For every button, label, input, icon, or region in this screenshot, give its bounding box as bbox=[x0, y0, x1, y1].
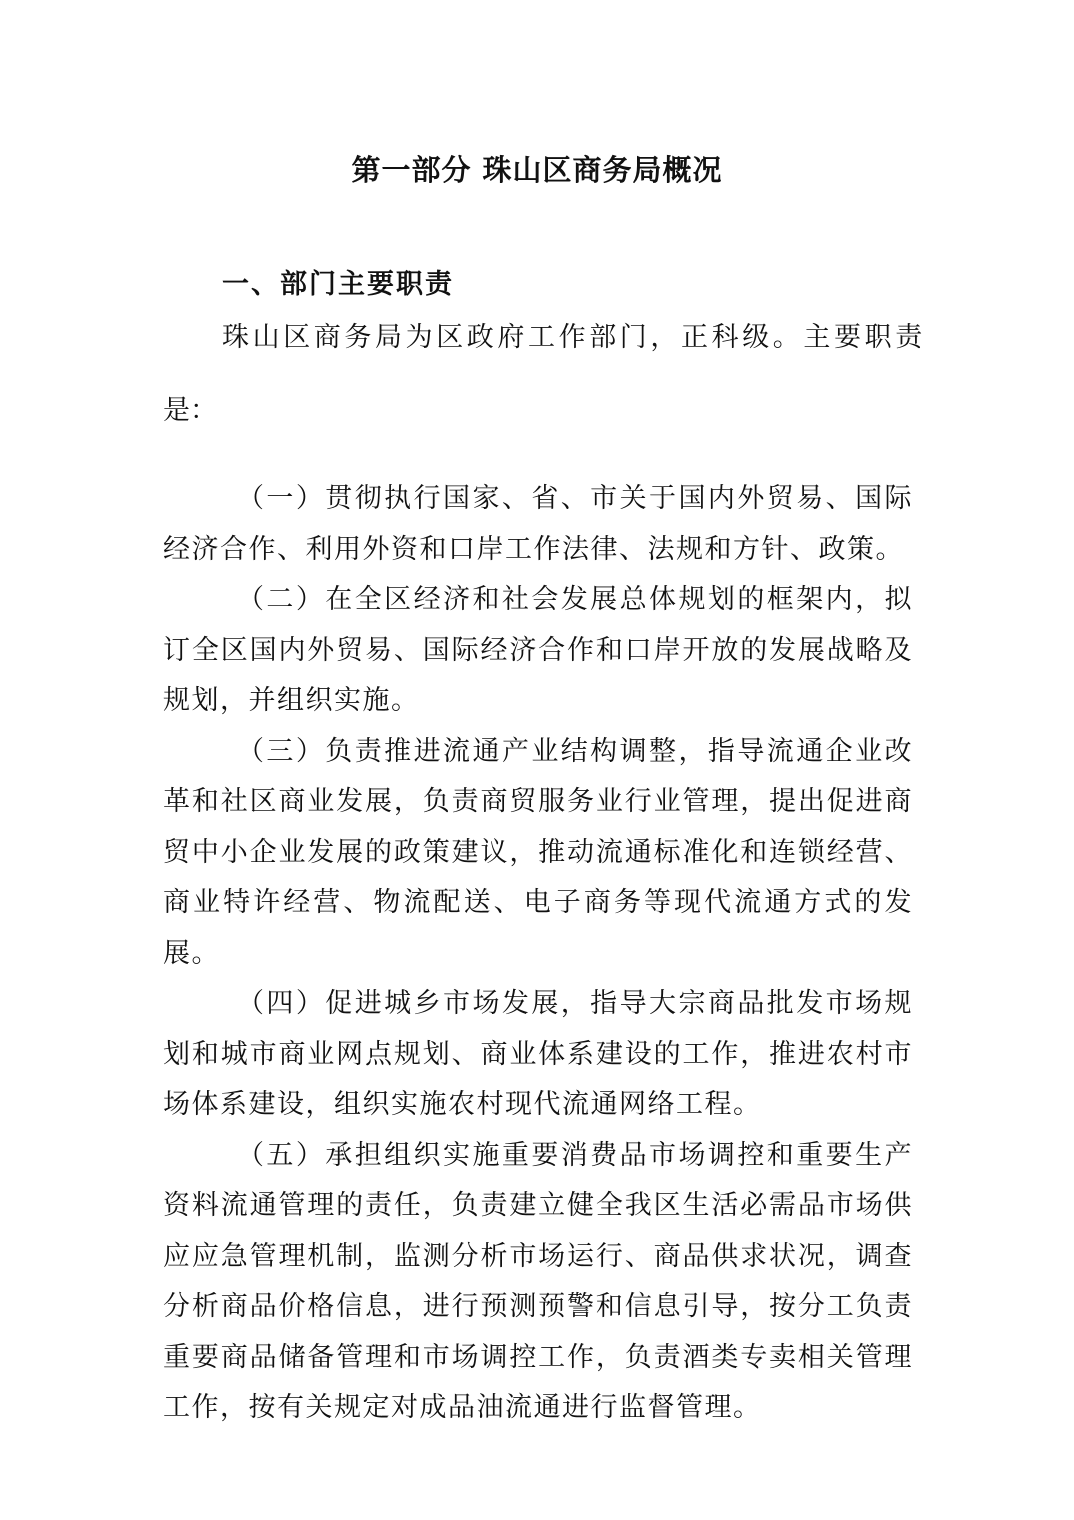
duty-paragraph-4: （四）促进城乡市场发展，指导大宗商品批发市场规划和城市商业网点规划、商业体系建设的工作，推进农村市场体系建设，组织实施农村现代流通网络工程。 bbox=[163, 988, 913, 1120]
duty-paragraph-3: （三）负责推进流通产业结构调整，指导流通企业改革和社区商业发展，负责商贸服务业行业管理，提出促进商贸中小企业发展的政策建议，推动流通标准化和连锁经营、商业特许经营、物流配送、电子商务等现代流通方式的发展。 bbox=[163, 735, 913, 969]
duty-paragraph-5: （五）承担组织实施重要消费品市场调控和重要生产资料流通管理的责任，负责建立健全我区生活必需品市场供应应急管理机制，监测分析市场运行、商品供求状况，调查分析商品价格信息，进行预测预警和信息引导，按分工负责重要商品储备管理和市场调控工作，负责酒类专卖相关管理工作，按有关规定对成品油流通进行监督管理。 bbox=[163, 1139, 913, 1423]
intro-line-1: 珠山区商务局为区政府工作部门，正科级。主要职责 bbox=[222, 322, 926, 353]
duty-paragraph-1: （一）贯彻执行国家、省、市关于国内外贸易、国际经济合作、利用外资和口岸工作法律、法规和方针、政策。 bbox=[163, 483, 913, 565]
section-heading: 一、部门主要职责 bbox=[222, 269, 454, 300]
duty-paragraph-2: （二）在全区经济和社会发展总体规划的框架内，拟订全区国内外贸易、国际经济合作和口岸开放的发展战略及规划，并组织实施。 bbox=[163, 584, 913, 716]
intro-line-2: 是： bbox=[163, 395, 217, 426]
document-title: 第一部分 珠山区商务局概况 bbox=[351, 153, 723, 187]
duties-list bbox=[163, 474, 913, 1434]
